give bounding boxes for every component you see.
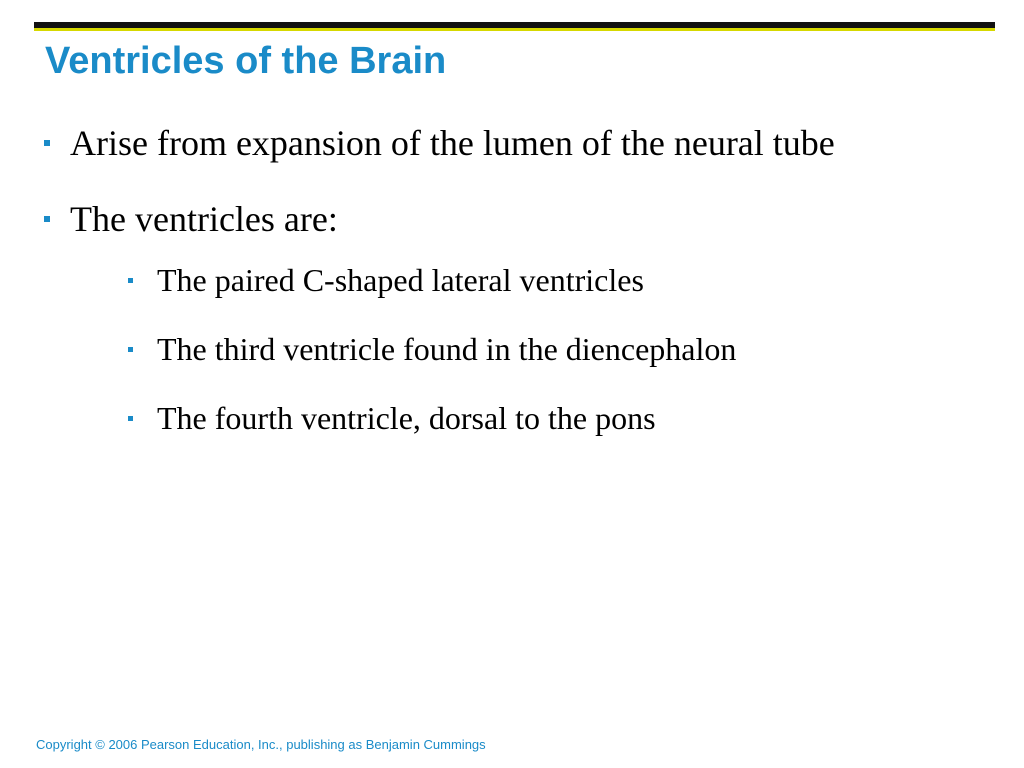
sub-bullet-item: [70, 398, 940, 438]
square-bullet-icon: [128, 347, 133, 352]
slide-title: Ventricles of the Brain: [45, 40, 447, 82]
sub-bullet-item: [70, 329, 940, 369]
square-bullet-icon: [44, 216, 50, 222]
square-bullet-icon: [128, 278, 133, 283]
bullet-text: Arise from expansion of the lumen of the neural tube: [70, 123, 835, 163]
bullet-item: [40, 118, 940, 168]
sub-bullet-list: [70, 260, 940, 438]
header-rule: [34, 22, 995, 31]
bullet-item: [40, 194, 940, 438]
square-bullet-icon: [44, 140, 50, 146]
sub-bullet-text: The paired C-shaped lateral ventricles: [157, 262, 644, 298]
sub-bullet-item: [70, 260, 940, 300]
square-bullet-icon: [128, 416, 133, 421]
sub-bullet-text: The third ventricle found in the diencephalon: [157, 331, 737, 367]
sub-bullet-text: The fourth ventricle, dorsal to the pons: [157, 400, 656, 436]
copyright-footer: Copyright © 2006 Pearson Education, Inc., publishing as Benjamin Cummings: [36, 737, 486, 752]
slide-content: [40, 118, 940, 438]
bullet-text: The ventricles are:: [70, 199, 338, 239]
